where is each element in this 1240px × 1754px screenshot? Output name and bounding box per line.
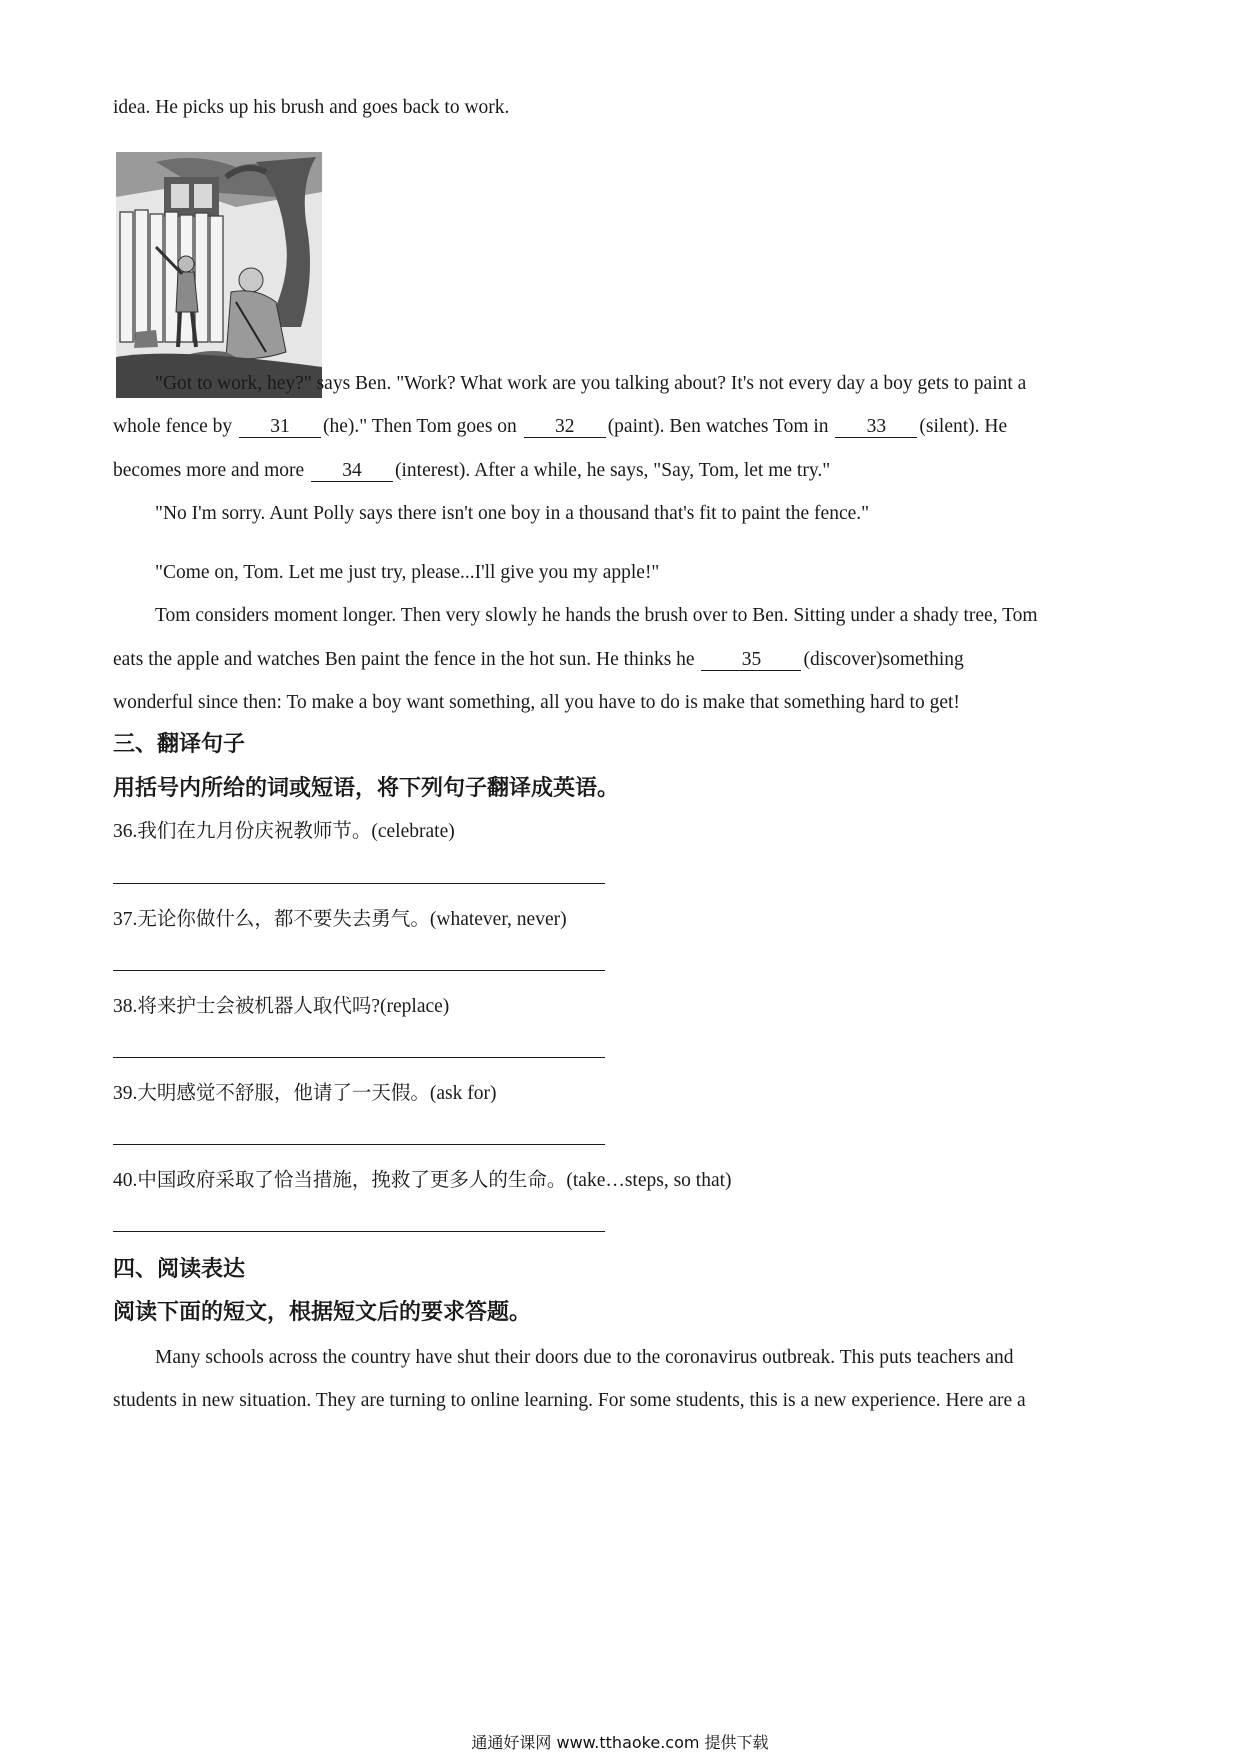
passage-text: (discover)something <box>803 649 964 670</box>
story-illustration <box>116 152 322 398</box>
passage-line: wonderful since then: To make a boy want something, all you have to do is make that something hard to get! <box>113 692 960 713</box>
passage-text: (paint). Ben watches Tom in <box>607 416 829 437</box>
answer-blank-35[interactable]: 35 <box>701 650 801 671</box>
answer-blank-34[interactable]: 34 <box>311 461 393 482</box>
passage-line: "Got to work, hey?" says Ben. "Work? What work are you talking about? It's not every day a boy gets to paint a <box>155 373 1027 394</box>
passage-line: students in new situation. They are turning to online learning. For some students, this is a new experience. Here are a <box>113 1390 1026 1411</box>
translation-question: 40.中国政府采取了恰当措施，挽救了更多人的生命。(take…steps, so that) <box>113 1170 732 1191</box>
passage-text: whole fence by <box>113 416 233 437</box>
passage-text: (interest). After a while, he says, "Say, Tom, let me try." <box>395 460 831 481</box>
answer-blank-33[interactable]: 33 <box>835 417 917 438</box>
answer-line-36[interactable] <box>113 883 605 884</box>
answer-blank-32[interactable]: 32 <box>524 417 606 438</box>
passage-line: idea. He picks up his brush and goes back to work. <box>113 97 510 118</box>
section-title: 四、阅读表达 <box>113 1257 246 1282</box>
translation-question: 36.我们在九月份庆祝教师节。(celebrate) <box>113 821 455 842</box>
answer-line-39[interactable] <box>113 1144 605 1145</box>
answer-line-37[interactable] <box>113 970 605 971</box>
passage-line: Tom considers moment longer. Then very slowly he hands the brush over to Ben. Sitting under a shady tree, Tom <box>155 605 1038 626</box>
answer-line-40[interactable] <box>113 1231 605 1232</box>
passage-line: "No I'm sorry. Aunt Polly says there isn't one boy in a thousand that's fit to paint the fence." <box>155 503 870 524</box>
section-instruction: 阅读下面的短文，根据短文后的要求答题。 <box>113 1300 532 1325</box>
answer-line-38[interactable] <box>113 1057 605 1058</box>
passage-line <box>113 415 1007 438</box>
section-instruction: 用括号内所给的词或短语，将下列句子翻译成英语。 <box>113 776 620 801</box>
passage-line <box>113 459 830 482</box>
answer-blank-31[interactable]: 31 <box>239 417 321 438</box>
passage-line: "Come on, Tom. Let me just try, please...I'll give you my apple!" <box>155 562 660 583</box>
passage-text: (silent). He <box>919 416 1008 437</box>
translation-question: 38.将来护士会被机器人取代吗?(replace) <box>113 996 450 1017</box>
section-title: 三、翻译句子 <box>113 732 246 757</box>
passage-line: Many schools across the country have shut their doors due to the coronavirus outbreak. This puts teachers and <box>155 1347 1014 1368</box>
translation-question: 39.大明感觉不舒服，他请了一天假。(ask for) <box>113 1083 497 1104</box>
passage-text: eats the apple and watches Ben paint the fence in the hot sun. He thinks he <box>113 649 695 670</box>
page-footer: 通通好课网 www.tthaoke.com 提供下载 <box>471 1733 769 1752</box>
passage-text: becomes more and more <box>113 460 305 481</box>
passage-text: (he)." Then Tom goes on <box>323 416 517 437</box>
translation-question: 37.无论你做什么，都不要失去勇气。(whatever, never) <box>113 909 567 930</box>
passage-line <box>113 648 964 671</box>
